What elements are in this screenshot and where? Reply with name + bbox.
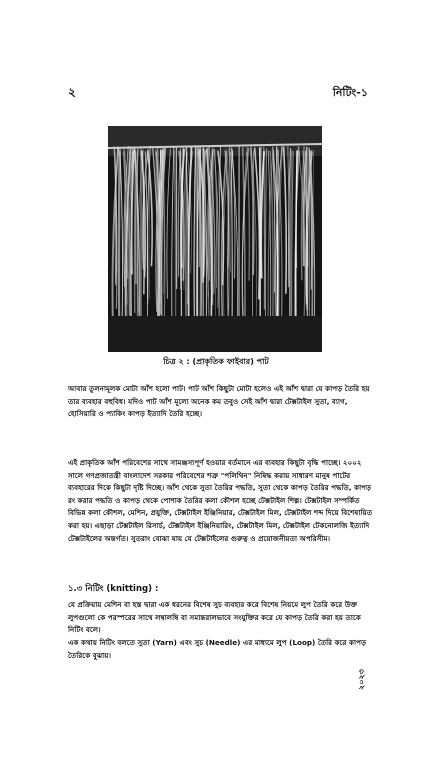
jute-fiber-illustration: [108, 126, 322, 352]
figure-caption: চিত্র ২ : (প্রাকৃতিক ফাইবার) পাট: [163, 357, 269, 366]
jute-strand: [197, 147, 198, 341]
jute-fiber-photo: [108, 126, 322, 352]
page-number: ২: [68, 85, 76, 99]
running-head: নিটিং-১: [332, 86, 368, 99]
paragraph-textile: এই প্রাকৃতিক আঁশ পরিবেশের সাথে সামঞ্জস্যপূর্ণ হওয়ার বর্তমানে এর ব্যবহার কিছুটা বৃদ্ধি পাচ্ছে। ২০০২ সালে গণপ্রজাতন্ত্রী বাংলাদেশ সরকার পরিবেশের শত্রু "পলিথিন" নিষিদ্ধ করায় সাধারণ মানুষ পাটের ব্যবহারের দিকে কিছুটা দৃষ্টি দিচ্ছে। আঁশ থেকে সুতা তৈরির পদ্ধতি, সুতা থেকে কাপড় তৈরির পদ্ধতি, কাপড় রং করার পদ্ধতি ও কাপড় থেকে পোশাক তৈরির কলা কৌশল হচ্ছে টেক্সটাইল শিল্প। টেক্সটাইল সম্পর্কিত বিভিন্ন কলা কৌশল, মেশিন, প্রযুক্তি, টেক্সটাইল ইঞ্জিনিয়ার, টেক্সটাইল মিল, টেক্সটাইল শব্দ দিয়ে বিশেষায়িত করা হয়। এছাড়া টেক্সটাইল রিসার্চ, টেক্সটাইল ইঞ্জিনিয়ারিং, টেক্সটাইল মিল, টেক্সটাইল টেকনোলজি ইত্যাদি টেক্সটাইলের অন্তর্গত। সুতরাং বোঝা যায় যে টেক্সটাইলের গুরুত্ব ও প্রয়োজনীয়তা অপরিসীম।: [68, 458, 373, 543]
paragraph-jute: আবার তুলনামূলক মোটা আঁশ হলো পাট। পাট আঁশ কিছুটা মোটা হলেও এই আঁশ দ্বারা যে কাপড় তৈরি হয় তার ব্যবহার বহুবিধ। যদিও পাট আঁশ মূল্যে অনেক কম তবুও সেই আঁশ দ্বারা টেক্সটাইল সুতা, ব্যাগ, হোসিয়ারি ও প্যাকিং কাপড় ইত্যাদি তৈরি হচ্ছে।: [68, 384, 370, 419]
paragraph-knitting-definition: যে প্রক্রিয়ায় মেশিন বা হস্ত দ্বারা এক ধরনের বিশেষ সুচ ব্যবহার করে বিশেষ নিয়মে লুপ তৈরি করে উক্ত লুপগুলো কে পরস্পরের সাথে লম্বালম্বি বা সমান্তরালভাবে সংযুক্তির করে যে কাপড় তৈরি করা হয় তাকে নিটিং বলে।: [68, 600, 361, 635]
jute-strand: [119, 149, 120, 323]
paragraph-knitting-summary: এক কথায় নিটিং বলতে সুতা (Yarn) এবং সুচ (Needle) এর মাধ্যমে লুপ (Loop) তৈরি করে কাপড় তৈরিকে বুঝায়।: [68, 638, 367, 660]
side-margin-mark: ২০২৩: [357, 669, 366, 690]
section-heading-knitting: ১.৩ নিটিং (knitting) :: [68, 584, 159, 594]
